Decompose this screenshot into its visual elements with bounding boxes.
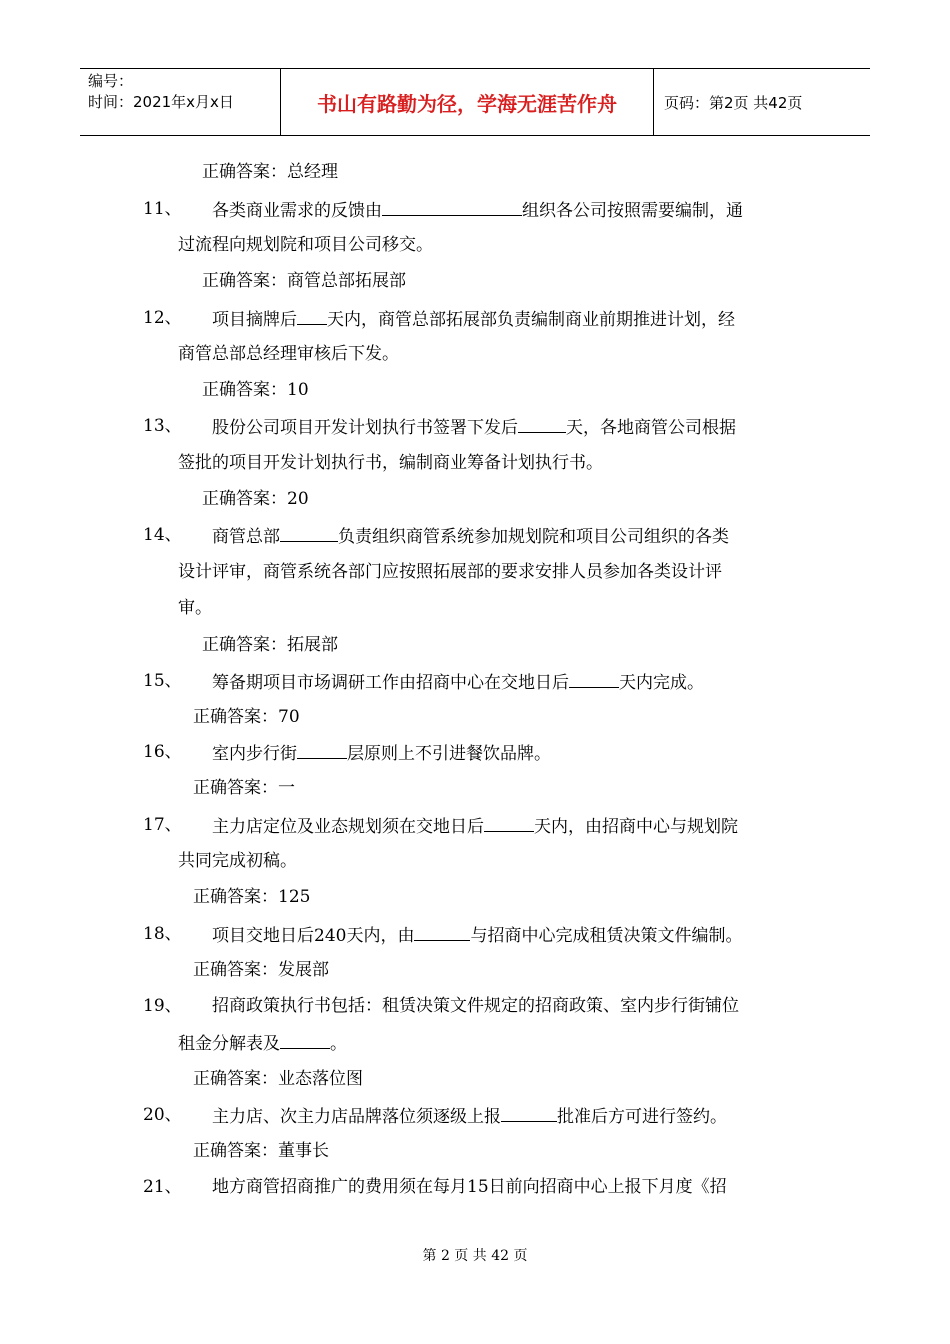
- question-number: 15、: [143, 671, 182, 691]
- question-number: 20、: [143, 1105, 182, 1125]
- question-20-line1: [212, 1103, 727, 1129]
- question-17-line1: [212, 813, 738, 839]
- question-number: 13、: [143, 416, 182, 436]
- question-number: 18、: [143, 924, 182, 944]
- question-text: 租金分解表及: [178, 1034, 280, 1054]
- answer-12: 正确答案：10: [202, 380, 309, 400]
- question-12-line2: 商管总部总经理审核后下发。: [178, 344, 399, 364]
- answer-blank: [280, 1030, 330, 1049]
- time-label: 时间：2021年x月x日: [88, 93, 234, 111]
- answer-17: 正确答案：125: [193, 887, 311, 907]
- question-text: 天内，由招商中心与规划院: [534, 817, 738, 837]
- answer-blank: [501, 1103, 557, 1122]
- answer-blank: [484, 813, 534, 832]
- question-14-line2: 设计评审，商管系统各部门应按照拓展部的要求安排人员参加各类设计评: [178, 562, 722, 582]
- question-text: 主力店定位及业态规划须在交地日后: [212, 817, 484, 837]
- question-21-line1: 地方商管招商推广的费用须在每月15日前向招商中心上报下月度《招: [212, 1177, 727, 1197]
- question-18-line1: [212, 922, 742, 948]
- answer-19: 正确答案：业态落位图: [193, 1069, 363, 1089]
- question-19-line2: [178, 1030, 347, 1056]
- question-17-line2: 共同完成初稿。: [178, 851, 297, 871]
- question-text: 项目摘牌后: [212, 310, 297, 330]
- question-12-line1: [212, 306, 735, 332]
- question-text: 天内完成。: [619, 673, 704, 693]
- question-text: 批准后方可进行签约。: [557, 1107, 727, 1127]
- answer-blank: [382, 197, 522, 216]
- answer-14: 正确答案：拓展部: [202, 635, 338, 655]
- question-text: 层原则上不引进餐饮品牌。: [347, 744, 551, 764]
- question-11-line1: [212, 197, 743, 223]
- question-number: 16、: [143, 742, 182, 762]
- page-header: [80, 68, 870, 136]
- question-text: 筹备期项目市场调研工作由招商中心在交地日后: [212, 673, 569, 693]
- header-meta: [80, 69, 281, 135]
- answer-blank: [280, 523, 338, 542]
- answer-13: 正确答案：20: [202, 489, 309, 509]
- question-number: 19、: [143, 996, 182, 1016]
- question-number: 21、: [143, 1177, 182, 1197]
- question-number: 12、: [143, 308, 182, 328]
- page-footer: 第 2 页 共 42 页: [422, 1248, 528, 1264]
- answer-blank: [297, 306, 327, 325]
- question-text: 商管总部: [212, 527, 280, 547]
- question-text: 股份公司项目开发计划执行书签署下发后: [212, 418, 518, 438]
- question-text: 天，各地商管公司根据: [566, 418, 736, 438]
- question-text: 负责组织商管系统参加规划院和项目公司组织的各类: [338, 527, 729, 547]
- question-text: 各类商业需求的反馈由: [212, 201, 382, 221]
- question-13-line1: [212, 414, 736, 440]
- answer-16: 正确答案：一: [193, 778, 295, 798]
- answer-15: 正确答案：70: [193, 707, 300, 727]
- header-motto: 书山有路勤为径，学海无涯苦作舟: [281, 69, 654, 135]
- question-text: 。: [330, 1034, 347, 1054]
- answer-20: 正确答案：董事长: [193, 1141, 329, 1161]
- answer-10: 正确答案：总经理: [202, 162, 338, 182]
- question-13-line2: 签批的项目开发计划执行书，编制商业筹备计划执行书。: [178, 453, 603, 473]
- answer-18: 正确答案：发展部: [193, 960, 329, 980]
- question-11-line2: 过流程向规划院和项目公司移交。: [178, 235, 433, 255]
- question-text: 天内，商管总部拓展部负责编制商业前期推进计划，经: [327, 310, 735, 330]
- question-16-line1: [212, 740, 551, 766]
- question-text: 与招商中心完成租赁决策文件编制。: [470, 926, 743, 946]
- answer-blank: [414, 922, 470, 941]
- question-number: 17、: [143, 815, 182, 835]
- question-14-line1: [212, 523, 729, 549]
- question-19-line1: 招商政策执行书包括：租赁决策文件规定的招商政策、室内步行街铺位: [212, 996, 739, 1016]
- code-label: 编号：: [88, 72, 134, 90]
- answer-11: 正确答案：商管总部拓展部: [202, 271, 406, 291]
- question-text: 主力店、次主力店品牌落位须逐级上报: [212, 1107, 501, 1127]
- question-text: 项目交地日后240天内，由: [212, 926, 415, 946]
- header-page-info: 页码：第2页 共42页: [664, 93, 803, 112]
- answer-blank: [569, 669, 619, 688]
- question-number: 14、: [143, 525, 182, 545]
- question-15-line1: [212, 669, 704, 695]
- question-text: 组织各公司按照需要编制，通: [522, 201, 743, 221]
- question-number: 11、: [143, 199, 182, 219]
- answer-blank: [297, 740, 347, 759]
- question-14-line3: 审。: [178, 598, 212, 618]
- question-text: 室内步行街: [212, 744, 297, 764]
- answer-blank: [518, 414, 566, 433]
